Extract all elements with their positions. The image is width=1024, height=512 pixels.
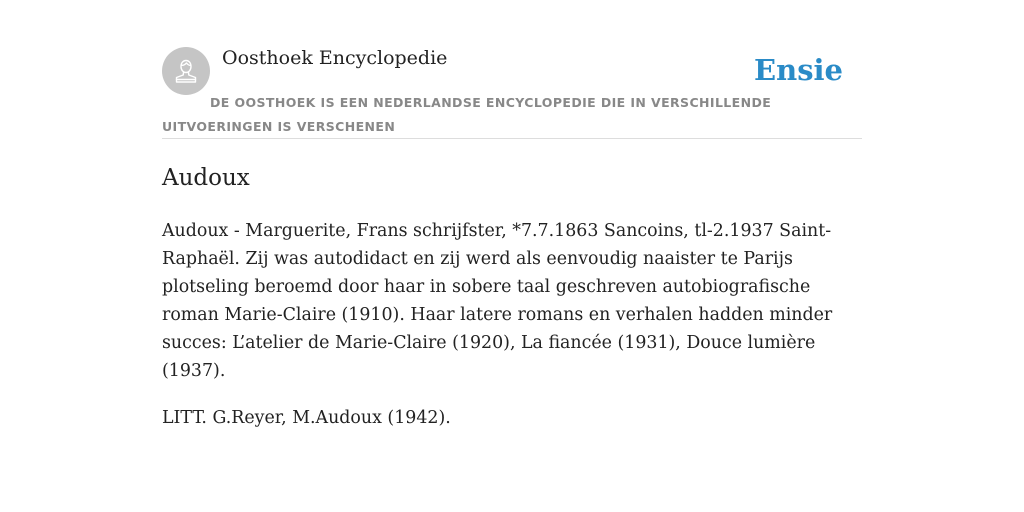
user-icon	[172, 57, 200, 85]
article-literature: LITT. G.Reyer, M.Audoux (1942).	[162, 408, 451, 428]
source-description: DE OOSTHOEK IS EEN NEDERLANDSE ENCYCLOPEDIE DIE IN VERSCHILLENDE UITVOERINGEN IS VERSCHENEN	[162, 95, 772, 134]
article-body: Audoux - Marguerite, Frans schrijfster, *7.7.1863 Sancoins, tl-2.1937 Saint-Raphaël. Zij was autodidact en zij werd als eenvoudig naaister te Parijs plotseling beroemd door haar in sobere taal geschreven autobiografische roman Marie-Claire (1910). Haar latere romans en verhalen hadden minder succes: L’atelier de Marie-Claire (1920), La fiancée (1931), Douce lumière (1937).	[162, 221, 833, 381]
source-name[interactable]: Oosthoek Encyclopedie	[222, 47, 448, 69]
article-title: Audoux	[162, 165, 250, 191]
brand-logo[interactable]: Ensie	[754, 53, 843, 87]
avatar[interactable]	[162, 47, 210, 95]
page	[162, 0, 862, 432]
source-header	[162, 46, 862, 139]
